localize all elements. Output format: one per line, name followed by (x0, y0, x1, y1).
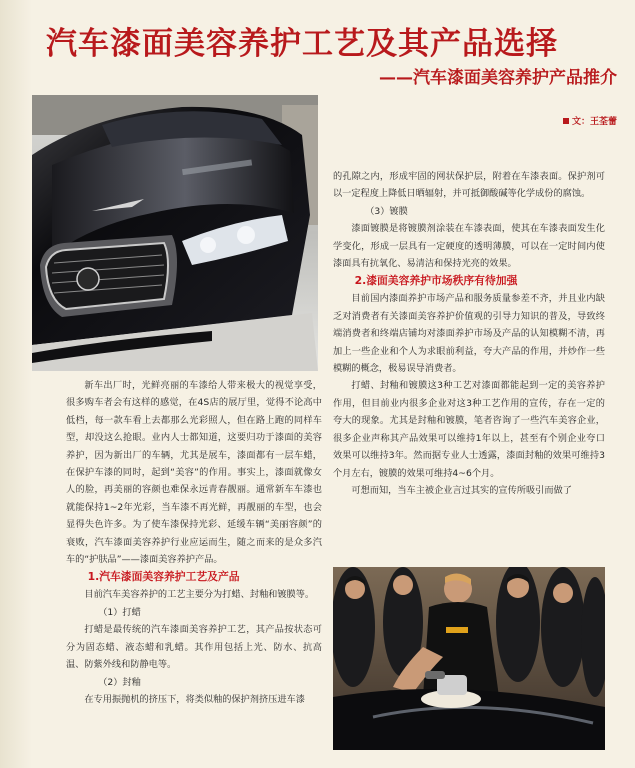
section1-paragraph: 目前汽车美容养护的工艺主要分为打蜡、封釉和镀膜等。 (84, 589, 315, 601)
section2-heading: 2.漆面美容养护市场秩序有待加强 (354, 274, 518, 288)
author-name: 文：王荃蕾 (571, 117, 617, 127)
coating-paragraph: 漆面镀膜是将镀膜剂涂装在车漆表面，使其在车漆表面发生化学变化，形成一层具有一定硬度的透明薄膜，可以在一定时间内使漆面具有抗氧化、易清洁和保持光亮的效果。 (333, 223, 605, 270)
jaguar-car-image (32, 95, 318, 371)
article-subtitle: ——汽车漆面美容养护产品推介 (379, 68, 617, 88)
page-edge (0, 0, 32, 768)
article-title: 汽车漆面美容养护工艺及其产品选择 (46, 26, 558, 62)
glazing-paragraph: 在专用振抛机的挤压下，将类似釉的保护剂挤压进车漆 (84, 693, 305, 705)
market-paragraph-3: 可想而知，当车主被企业言过其实的宣传所吸引而做了 (351, 484, 572, 496)
left-text-column (66, 377, 322, 708)
subsection-waxing-label: （1）打蜡 (98, 606, 141, 618)
intro-paragraph: 新车出厂时，光鲜亮丽的车漆给人带来极大的视觉享受，很多购车者会有这样的感觉，在4S店的展厅里，觉得不论高中低档，每一款车看上去都那么光彩照人，但在路上跑的同样车型，却没这么抢眼。业内人士都知道，这要归功于漆面的美容养护，因为新出厂的车辆，尤其是展车，漆面都有一层车蜡，在保护车漆的同时，起到“美容”的作用。事实上，漆面就像女人的脸，再美丽的容颜也难保永远青春靓丽。通常新车车漆也就能保持1~2年光彩，当车漆不再光鲜，再靓丽的车型，也会显得失色许多。为了使车漆保持光彩、延缓车辆“美丽容颜”的衰败，汽车漆面美容养护行业应运而生，随之而来的是众多汽车的“护肤品”——漆面美容养护产品。 (66, 380, 322, 566)
car-photo (32, 95, 318, 371)
subsection-glazing-label: （2）封釉 (98, 676, 141, 688)
polishing-demo-image (333, 567, 605, 750)
right-text-column (333, 168, 605, 499)
polishing-demo-photo (333, 567, 605, 750)
waxing-paragraph: 打蜡是最传统的汽车漆面美容养护工艺，其产品按状态可分为固态蜡、液态蜡和乳蜡。其作用包括上光、防水、抗高温、防紫外线和防静电等。 (66, 624, 322, 671)
market-paragraph-2: 打蜡、封釉和镀膜这3种工艺对漆面都能起到一定的美容养护作用，但目前业内很多企业对这3种工艺作用的宣传，存在一定的夸大的现象。尤其是封釉和镀膜，笔者咨询了一些汽车美容企业，很多企业声称其产品效果可以维持1年以上，甚至有个别企业夸口效果可以维持3年。然而据专业人士透露，漆面封釉的效果可维持3个月左右，镀膜的效果可维持4~6个月。 (333, 380, 605, 479)
subsection-coating-label: （3）镀膜 (365, 205, 408, 217)
market-paragraph-1: 目前国内漆面养护市场产品和服务质量参差不齐，并且业内缺乏对消费者有关漆面美容养护价值观的引导力知识的普及，导致终端消费者和终端店铺均对漆面养护市场及产品的认知模糊不清，再加上一些企业和个人为求眼前利益，夸大产品的作用，并炒作一些模糊的概念，极易误导消费者。 (333, 293, 605, 375)
author-credit (563, 114, 617, 127)
bullet-square-icon (563, 118, 569, 124)
section1-heading: 1.汽车漆面美容养护工艺及产品 (87, 570, 240, 584)
glazing-paragraph-continued: 的孔隙之内，形成牢固的网状保护层，附着在车漆表面。保护剂可以一定程度上降低日晒辐射，并可抵御酸碱等化学成份的腐蚀。 (333, 171, 605, 200)
